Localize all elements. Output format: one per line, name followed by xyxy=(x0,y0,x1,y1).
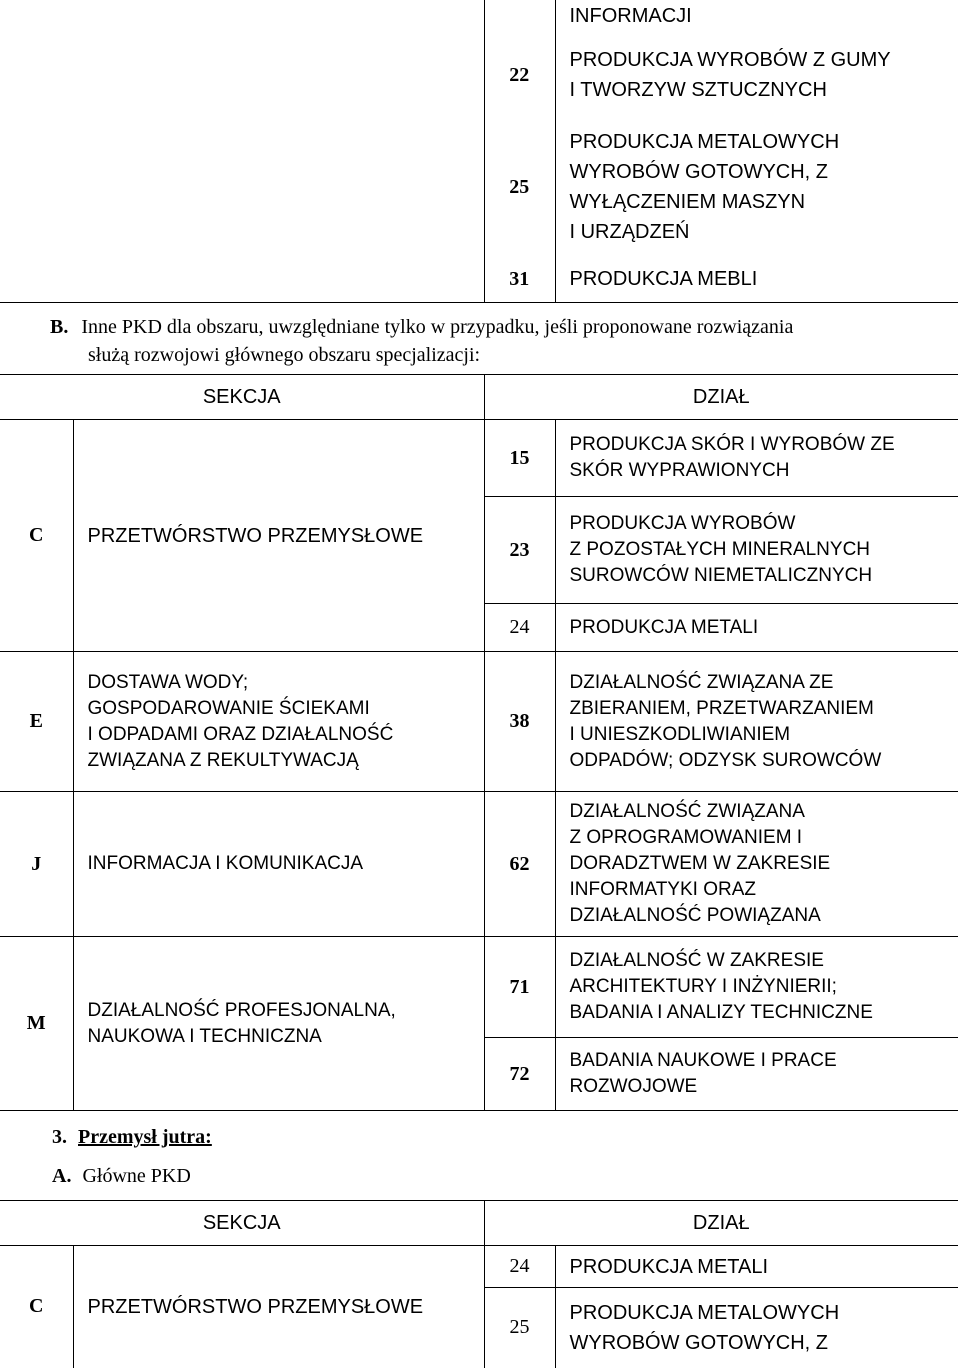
dzial-code: 38 xyxy=(484,652,555,792)
table-b xyxy=(0,374,958,1111)
section-name: PRZETWÓRSTWO PRZEMYSŁOWE xyxy=(73,420,484,652)
dzial-code: 23 xyxy=(484,497,555,604)
section-name: INFORMACJA I KOMUNIKACJA xyxy=(73,792,484,937)
dzial-code: 15 xyxy=(484,420,555,497)
table-top-code: 31 xyxy=(484,257,555,302)
table-top xyxy=(0,0,958,303)
dzial-label: PRODUKCJA METALI xyxy=(555,604,958,652)
section-3-title: Przemysł jutra: xyxy=(78,1126,212,1148)
table-top-divider xyxy=(484,0,485,303)
section-b-heading xyxy=(50,313,955,341)
dzial-label: PRODUKCJA SKÓR I WYROBÓW ZE SKÓR WYPRAWIONYCH xyxy=(555,420,958,497)
dzial-label: DZIAŁALNOŚĆ ZWIĄZANA Z OPROGRAMOWANIEM I DORADZTWEM W ZAKRESIE INFORMATYKI ORAZ DZIAŁALNOŚĆ POWIĄZANA xyxy=(555,792,958,937)
section-b-marker: B. xyxy=(50,316,69,338)
dzial-label: DZIAŁALNOŚĆ W ZAKRESIE ARCHITEKTURY I INŻYNIERII; BADANIA I ANALIZY TECHNICZNE xyxy=(555,937,958,1038)
header-sekcja: SEKCJA xyxy=(0,375,484,420)
section-b-text-line1: Inne PKD dla obszaru, uwzględniane tylko w przypadku, jeśli proponowane rozwiązania xyxy=(81,316,794,338)
dzial-label: BADANIA NAUKOWE I PRACE ROZWOJOWE xyxy=(555,1038,958,1111)
header-dzial: DZIAŁ xyxy=(692,385,750,408)
dzial-code: 62 xyxy=(484,792,555,937)
section-b-heading-line2: służą rozwojowi głównego obszaru specjalizacji: xyxy=(88,344,481,366)
dzial-code: 71 xyxy=(484,937,555,1038)
section-a-marker: A. xyxy=(52,1165,72,1187)
dzial-label: PRODUKCJA METALI xyxy=(555,1246,958,1288)
table-top-label: PRODUKCJA WYROBÓW Z GUMY I TWORZYW SZTUCZNYCH xyxy=(569,49,891,101)
dzial-label: PRODUKCJA METALOWYCH WYROBÓW GOTOWYCH, Z xyxy=(555,1288,958,1368)
table-top-label: PRODUKCJA MEBLI xyxy=(569,268,758,291)
header-dzial: DZIAŁ xyxy=(692,1211,750,1234)
table-top-code xyxy=(484,0,555,33)
table-top-label: PRODUKCJA METALOWYCH WYROBÓW GOTOWYCH, Z WYŁĄCZENIEM MASZYN I URZĄDZEŃ xyxy=(569,131,840,243)
section-3-marker: 3. xyxy=(52,1126,67,1148)
section-name: DOSTAWA WODY; GOSPODAROWANIE ŚCIEKAMI I ODPADAMI ORAZ DZIAŁALNOŚĆ ZWIĄZANA Z REKULTYWACJĄ xyxy=(73,652,484,792)
section-name: PRZETWÓRSTWO PRZEMYSŁOWE xyxy=(73,1246,484,1368)
table-top-code: 25 xyxy=(484,117,555,257)
dzial-label: PRODUKCJA WYROBÓW Z POZOSTAŁYCH MINERALNYCH SUROWCÓW NIEMETALICZNYCH xyxy=(555,497,958,604)
dzial-code: 24 xyxy=(484,604,555,652)
table-a xyxy=(0,1200,958,1368)
dzial-label: DZIAŁALNOŚĆ ZWIĄZANA ZE ZBIERANIEM, PRZETWARZANIEM I UNIESZKODLIWIANIEM ODPADÓW; ODZYSK SUROWCÓW xyxy=(555,652,958,792)
section-a-heading xyxy=(52,1165,191,1188)
section-letter: J xyxy=(0,792,73,937)
section-letter: E xyxy=(0,652,73,792)
section-letter: C xyxy=(0,420,73,652)
section-3-heading xyxy=(52,1126,212,1149)
section-letter: C xyxy=(0,1246,73,1368)
table-top-code: 22 xyxy=(484,33,555,117)
dzial-code: 25 xyxy=(484,1288,555,1368)
section-name: DZIAŁALNOŚĆ PROFESJONALNA, NAUKOWA I TECHNICZNA xyxy=(73,937,484,1111)
dzial-code: 72 xyxy=(484,1038,555,1111)
header-sekcja: SEKCJA xyxy=(0,1201,484,1246)
table-top-label: INFORMACJI xyxy=(569,5,692,27)
section-letter: M xyxy=(0,937,73,1111)
dzial-code: 24 xyxy=(484,1246,555,1288)
section-a-title: Główne PKD xyxy=(82,1165,191,1187)
